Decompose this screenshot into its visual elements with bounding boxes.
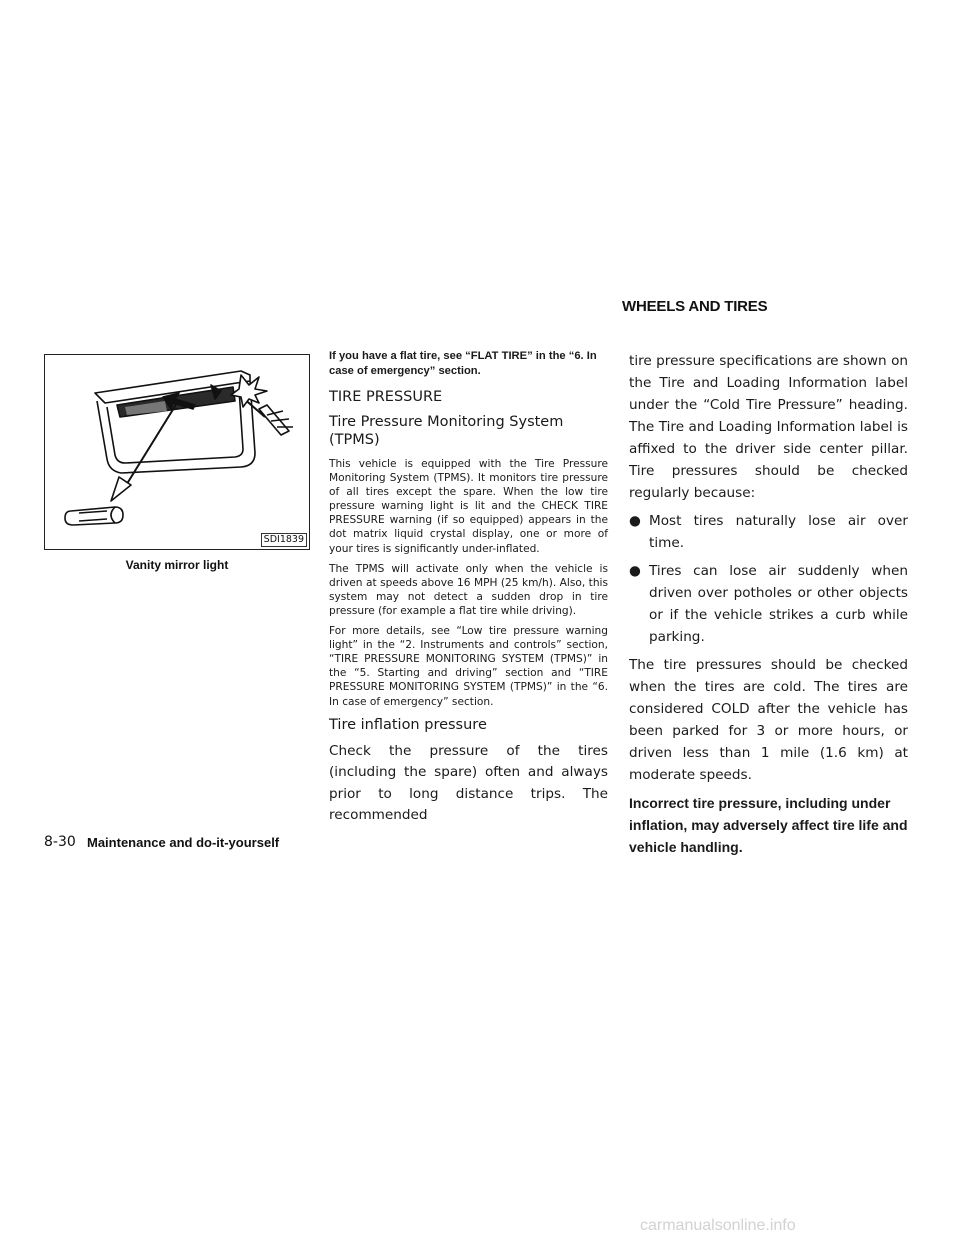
column-right	[629, 350, 908, 858]
bullet-text: Tires can lose air suddenly when driven over potholes or other objects or if the vehicle strikes a curb while parking.	[649, 563, 908, 645]
warning-paragraph: Incorrect tire pressure, including under inflation, may adversely affect tire life and vehicle handling.	[629, 795, 908, 855]
tpms-paragraph-1: This vehicle is equipped with the Tire Pressure Monitoring System (TPMS). It monitors tire pressure of all tires except the spare. When the low tire pressure warning light is lit and the CHECK TIRE PRESSURE warning (if so equipped) appears in the dot matrix liquid crystal display, one or more of your tires is significantly under-inflated.	[329, 458, 608, 555]
footer-title: Maintenance and do-it-yourself	[87, 835, 280, 850]
figure-vanity-mirror	[44, 354, 310, 550]
list-item	[629, 510, 908, 554]
figure-caption: Vanity mirror light	[125, 558, 229, 572]
flat-tire-note: If you have a flat tire, see “FLAT TIRE” in the “6. In case of emergency” section.	[329, 350, 597, 377]
tpms-paragraph-3: For more details, see “Low tire pressure warning light” in the “2. Instruments and controls” section, “TIRE PRESSURE MONITORING SYSTEM (TPMS)” in the “5. Starting and driving” section and “TIRE PRESSURE MONITORING SYSTEM (TPMS)” in the “6. In case of emergency” section.	[329, 625, 608, 708]
figure-code: SDI1839	[261, 533, 307, 547]
specs-paragraph: tire pressure specifications are shown on the Tire and Loading Information label under the “Cold Tire Pressure” heading. The Tire and Loading Information label is affixed to the driver side center pillar. Tire pressures should be checked regularly because:	[629, 353, 908, 501]
bullet-text: Most tires naturally lose air over time.	[649, 513, 908, 551]
section-header: WHEELS AND TIRES	[622, 298, 768, 315]
column-middle	[329, 349, 608, 827]
cold-tire-paragraph: The tire pressures should be checked when the tires are cold. The tires are considered COLD after the vehicle has been parked for 3 or more hours, or driven less than 1 mile (1.6 km) at moderate speeds.	[629, 657, 908, 783]
bullet-icon: ●	[629, 513, 641, 529]
heading-tire-pressure: TIRE PRESSURE	[329, 389, 443, 405]
vanity-mirror-illustration	[45, 355, 310, 550]
watermark: carmanualsonline.info	[640, 1217, 796, 1234]
tpms-paragraph-2: The TPMS will activate only when the vehicle is driven at speeds above 16 MPH (25 km/h). Also, this system may not detect a sudden drop in tire pressure (for example a flat tire while driving).	[329, 562, 608, 617]
page-number: 8-30	[44, 834, 76, 850]
bullet-icon: ●	[629, 563, 641, 579]
inflation-paragraph: Check the pressure of the tires (including the spare) often and always prior to long distance trips. The recommended	[329, 742, 608, 824]
subheading-inflation: Tire inflation pressure	[329, 716, 487, 733]
subheading-tpms: Tire Pressure Monitoring System (TPMS)	[329, 414, 564, 448]
list-item	[629, 560, 908, 648]
